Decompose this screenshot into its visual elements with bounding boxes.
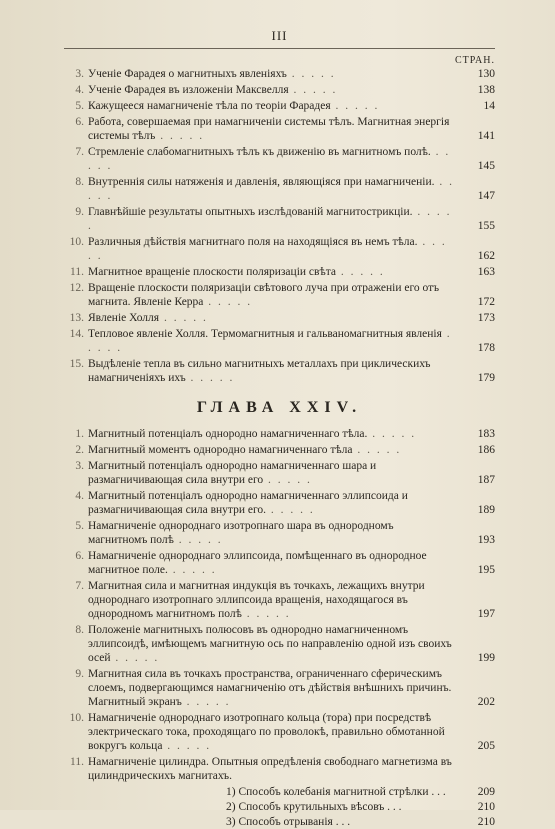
toc-entry <box>64 459 495 487</box>
entry-title: Магнитная сила въ точкахъ пространства, ограниченнаго сферическимъ слоемъ, подвергающимся намагниченію отъ дѣйствія внѣшнихъ причинъ. Магнитный экранъ <box>88 668 452 708</box>
dot-leader: . . . . . <box>88 206 452 232</box>
toc-section-2 <box>64 427 495 783</box>
dot-leader: . . . . . <box>173 534 223 546</box>
entry-number: 12. <box>69 282 84 294</box>
entry-title: Явленіе Холля <box>88 312 160 324</box>
dot-leader: . . . <box>332 816 351 828</box>
entry-page-number: 179 <box>477 372 495 384</box>
entry-number: 5. <box>75 100 84 112</box>
toc-entry <box>64 711 495 753</box>
entry-number: 3. <box>75 68 84 80</box>
toc-entry <box>64 667 495 709</box>
entry-title: Ученіе Фарадея въ изложеніи Максвелля <box>88 84 289 96</box>
entry-title: Стремленіе слабомагнитныхъ тѣлъ къ движенію въ магнитномъ полѣ. <box>88 146 431 158</box>
toc-entry <box>64 67 495 81</box>
toc-entry <box>64 145 495 173</box>
entry-page-number: 178 <box>477 342 495 354</box>
entry-page-number: 205 <box>477 740 495 752</box>
entry-title: Различныя дѣйствія магнитнаго поля на находящіяся въ немъ тѣла. <box>88 236 418 248</box>
entry-number: 7. <box>75 146 84 158</box>
toc-entry <box>64 519 495 547</box>
entry-title: Магнитный моментъ однородно намагниченнаго тѣла <box>88 444 353 456</box>
toc-entry <box>64 755 495 783</box>
toc-subentry <box>64 815 495 829</box>
dot-leader: . . . . . <box>288 84 338 96</box>
entry-number: 7. <box>75 580 84 592</box>
dot-leader: . . . . . <box>330 100 380 112</box>
dot-leader: . . . . . <box>367 428 417 440</box>
subentry-title: 2) Способъ крутильныхъ вѣсовъ <box>226 801 385 813</box>
toc-section-1 <box>64 67 495 385</box>
entry-title: Кажущееся намагниченіе тѣла по теоріи Фарадея <box>88 100 331 112</box>
entry-page-number: 14 <box>483 100 495 112</box>
dot-leader: . . . <box>428 786 446 798</box>
toc-subentry <box>64 785 495 799</box>
dot-leader: . . . . . <box>88 146 451 172</box>
entry-number: 8. <box>75 176 84 188</box>
entry-page-number: 130 <box>477 68 495 80</box>
subentry-page-number: 209 <box>477 786 495 798</box>
toc-entry <box>64 489 495 517</box>
entry-page-number: 202 <box>477 696 495 708</box>
entry-number: 6. <box>75 550 84 562</box>
entry-title: Магнитное вращеніе плоскости поляризаціи свѣта <box>88 266 336 278</box>
dot-leader: . . . . . <box>203 296 253 308</box>
dot-leader: . . . . . <box>286 68 336 80</box>
entry-number: 11. <box>70 266 84 278</box>
toc-entry <box>64 83 495 97</box>
dot-leader: . . . . . <box>88 176 454 202</box>
entry-title: Ученіе Фарадея о магнитныхъ явленіяхъ <box>88 68 287 80</box>
toc-entry <box>64 579 495 621</box>
dot-leader: . . . . . <box>266 504 315 516</box>
subentry-page-number: 210 <box>477 801 495 813</box>
toc-entry <box>64 281 495 309</box>
entry-number: 10. <box>69 712 84 724</box>
entry-page-number: 145 <box>477 160 495 172</box>
entry-number: 6. <box>75 116 84 128</box>
entry-number: 14. <box>69 328 84 340</box>
toc-entry <box>64 235 495 263</box>
dot-leader: . . . . . <box>335 266 385 278</box>
dot-leader: . . . . . <box>181 696 231 708</box>
entry-page-number: 199 <box>477 652 495 664</box>
dot-leader: . . . . . <box>88 328 452 354</box>
dot-leader: . . . <box>384 801 402 813</box>
dot-leader: . . . . . <box>167 564 217 576</box>
entry-number: 8. <box>75 624 84 636</box>
entry-number: 10. <box>69 236 84 248</box>
toc-entry <box>64 443 495 457</box>
dot-leader: . . . . . <box>159 312 208 324</box>
entry-title: Магнитная сила и магнитная индукція въ точкахъ, лежащихъ внутри однороднаго изотропнаго эллипсоида вращенія, находящагося въ однородномъ магнитномъ полѣ <box>88 580 425 620</box>
toc-entry <box>64 99 495 113</box>
entry-number: 4. <box>75 84 84 96</box>
entry-title: Намагниченіе однороднаго изотропнаго кольца (тора) при посредствѣ электрическаго тока, проходящаго по проволокѣ, правильно обмотанной вокругъ кольца <box>88 712 445 752</box>
entry-page-number: 141 <box>477 130 495 142</box>
entry-page-number: 183 <box>477 428 495 440</box>
toc-entry <box>64 427 495 441</box>
toc-entry <box>64 549 495 577</box>
toc-entry <box>64 115 495 143</box>
entry-page-number: 162 <box>477 250 495 262</box>
entry-page-number: 155 <box>477 220 495 232</box>
entry-title: Намагниченіе однороднаго эллипсоида, помѣщеннаго въ однородное магнитное поле. <box>88 550 427 576</box>
dot-leader: . . . . . <box>110 652 160 664</box>
entry-title: Магнитный потенціалъ однородно намагниченнаго эллипсоида и размагничивающая сила внутри его. <box>88 490 408 516</box>
toc-entry <box>64 357 495 385</box>
subentry-title: 3) Способъ отрыванія <box>226 816 333 828</box>
page-column-label: СТРАН. <box>454 55 495 66</box>
entry-number: 11. <box>70 756 84 768</box>
entry-number: 9. <box>75 668 84 680</box>
entry-page-number: 147 <box>477 190 495 202</box>
toc-subentries <box>64 785 495 829</box>
entry-number: 9. <box>75 206 84 218</box>
entry-page-number: 138 <box>477 84 495 96</box>
entry-title: Вращеніе плоскости поляризаціи свѣтового луча при отраженіи его отъ магнита. Явленіе Керра <box>88 282 440 308</box>
entry-page-number: 186 <box>477 444 495 456</box>
entry-number: 4. <box>75 490 84 502</box>
subentry-title: 1) Способъ колебанія магнитной стрѣлки <box>226 786 429 798</box>
dot-leader: . . . . . <box>162 740 212 752</box>
entry-title: Намагниченіе цилиндра. Опытныя опредѣленія свободнаго магнетизма въ цилиндрическихъ магнитахъ. <box>88 756 452 782</box>
entry-number: 5. <box>75 520 84 532</box>
entry-number: 3. <box>75 460 84 472</box>
dot-leader: . . . . . <box>352 444 402 456</box>
chapter-heading: ГЛАВА XXIV. <box>196 399 363 416</box>
entry-page-number: 187 <box>477 474 495 486</box>
entry-page-number: 193 <box>477 534 495 546</box>
toc-entry <box>64 265 495 279</box>
toc-entry <box>64 327 495 355</box>
entry-title: Магнитный потенціалъ однородно намагниченнаго шара и размагничивающая сила внутри его <box>88 460 377 486</box>
dot-leader: . . . . . <box>263 474 312 486</box>
entry-page-number: 197 <box>477 608 495 620</box>
entry-title: Главнѣйшіе результаты опытныхъ изслѣдованій магнитострикціи. <box>88 206 413 218</box>
header-rule <box>64 48 495 49</box>
entry-number: 1. <box>75 428 84 440</box>
entry-title: Работа, совершаемая при намагниченіи системы тѣлъ. Магнитная энергія системы тѣлъ <box>88 116 450 142</box>
entry-page-number: 195 <box>477 564 495 576</box>
entry-title: Магнитный потенціалъ однородно намагниченнаго тѣла. <box>88 428 368 440</box>
dot-leader: . . . . . <box>241 608 291 620</box>
entry-page-number: 173 <box>477 312 495 324</box>
toc-entry <box>64 311 495 325</box>
dot-leader: . . . . . <box>88 236 447 262</box>
dot-leader: . . . . . <box>155 130 205 142</box>
entry-number: 15. <box>69 358 84 370</box>
entry-page-number: 172 <box>477 296 495 308</box>
entry-title: Тепловое явленіе Холля. Термомагнитныя и гальваномагнитныя явленія <box>88 328 442 340</box>
entry-title: Намагниченіе однороднаго изотропнаго шара въ однородномъ магнитномъ полѣ <box>88 520 394 546</box>
entry-title: Положеніе магнитныхъ полюсовъ въ однородно намагниченномъ эллипсоидѣ, имѣющемъ магнитную ось по направленію одной изъ своихъ осей <box>88 624 452 664</box>
entry-title: Внутреннія силы натяженія и давленія, являющіяся при намагниченіи. <box>88 176 435 188</box>
entry-number: 2. <box>75 444 84 456</box>
toc-entry <box>64 205 495 233</box>
entry-page-number: 189 <box>477 504 495 516</box>
entry-page-number: 163 <box>477 266 495 278</box>
toc-entry <box>64 623 495 665</box>
entry-title: Выдѣленіе тепла въ сильно магнитныхъ металлахъ при циклическихъ намагниченіяхъ ихъ <box>88 358 431 384</box>
dot-leader: . . . . . <box>185 372 235 384</box>
page-number: III <box>271 28 288 43</box>
entry-number: 13. <box>69 312 84 324</box>
toc-subentry <box>64 800 495 814</box>
subentry-page-number: 210 <box>477 816 495 828</box>
toc-entry <box>64 175 495 203</box>
